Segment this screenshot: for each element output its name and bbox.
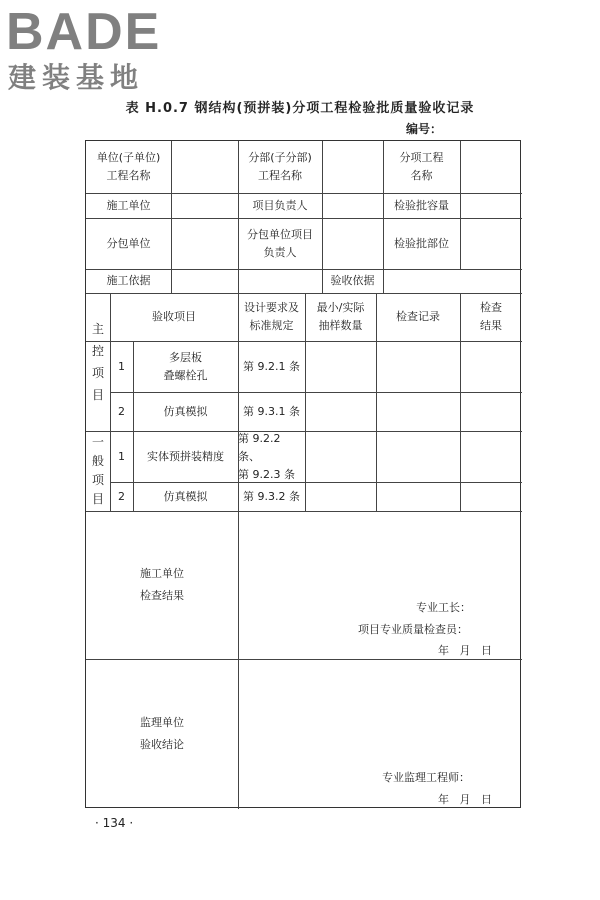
general-item-1-clause: 第 9.2.2 条、 第 9.2.3 条	[238, 431, 295, 481]
main-item-2-sample[interactable]	[305, 392, 376, 431]
sub-leader-label: 分包单位项目 负责人	[247, 227, 313, 259]
main-item-2-number: 2	[118, 404, 125, 418]
construction-unit-value[interactable]	[171, 193, 238, 218]
construction-check-area[interactable]	[238, 511, 522, 659]
column-design-requirement: 设计要求及 标准规定	[244, 301, 299, 332]
main-item-2-name: 仿真模拟	[163, 404, 208, 418]
general-item-1-record[interactable]	[376, 431, 460, 482]
general-item-1-number: 1	[118, 449, 125, 463]
logo-subtitle: 建装基地	[8, 61, 145, 94]
batch-capacity-label: 检验批容量	[394, 198, 449, 212]
main-item-1-number: 1	[118, 359, 125, 373]
general-item-2-number: 2	[118, 489, 125, 503]
construction-check-date: 年 月 日	[438, 644, 492, 657]
general-item-2-result[interactable]	[460, 482, 522, 511]
main-control-items-label: 主 控 项 目	[91, 322, 104, 402]
general-item-2-name: 仿真模拟	[163, 489, 208, 503]
supervision-conclusion-area[interactable]	[238, 659, 522, 809]
column-inspection-record: 检查记录	[396, 310, 440, 323]
page-title: 表 H.0.7 钢结构(预拼装)分项工程检验批质量验收记录	[125, 101, 475, 116]
logo	[6, 4, 181, 96]
main-item-2-result[interactable]	[460, 392, 522, 431]
project-leader-label: 项目负责人	[252, 198, 308, 212]
column-inspection-result: 检查 结果	[480, 301, 502, 332]
construction-basis-label: 施工依据	[106, 274, 151, 287]
main-item-1-clause: 第 9.2.1 条	[243, 359, 300, 373]
quality-inspector-label: 项目专业质量检查员：	[358, 623, 468, 636]
batch-capacity-value[interactable]	[460, 193, 522, 218]
batch-location-value[interactable]	[460, 218, 522, 269]
sub-leader-value[interactable]	[322, 218, 383, 269]
foreman-label: 专业工长：	[416, 601, 471, 614]
general-items-label: 一 般 项 目	[91, 435, 104, 506]
logo-brand: BADE	[6, 3, 162, 61]
main-item-1-name: 多层板 叠螺栓孔	[163, 350, 208, 382]
main-item-1-record[interactable]	[376, 341, 460, 392]
project-leader-value[interactable]	[322, 193, 383, 218]
general-item-2-sample[interactable]	[305, 482, 376, 511]
serial-number-label: 编号：	[406, 122, 443, 136]
main-item-1-sample[interactable]	[305, 341, 376, 392]
general-item-1-result[interactable]	[460, 431, 522, 482]
division-project-name-value[interactable]	[322, 141, 383, 193]
general-item-1-name: 实体预拼装精度	[147, 449, 224, 463]
general-item-1-sample[interactable]	[305, 431, 376, 482]
general-item-2-clause: 第 9.3.2 条	[243, 489, 300, 503]
acceptance-record-table	[85, 140, 521, 808]
column-sample-quantity: 最小/实际 抽样数量	[316, 301, 365, 332]
page-number: · 134 ·	[95, 816, 134, 830]
batch-location-label: 检验批部位	[394, 236, 449, 250]
main-item-2-clause: 第 9.3.1 条	[243, 404, 300, 418]
construction-check-label: 施工单位 检查结果	[140, 567, 184, 602]
division-project-name-label: 分部(子分部) 工程名称	[248, 151, 312, 182]
supervision-date: 年 月 日	[438, 793, 492, 806]
supervising-engineer-label: 专业监理工程师：	[382, 771, 470, 784]
construction-unit-label: 施工单位	[106, 198, 151, 212]
unit-project-name-label: 单位(子单位) 工程名称	[96, 151, 161, 182]
unit-project-name-value[interactable]	[171, 141, 238, 193]
supervision-conclusion-label: 监理单位 验收结论	[140, 716, 184, 751]
subitem-project-name-label: 分项工程 名称	[399, 151, 444, 182]
subcontractor-value[interactable]	[171, 218, 238, 269]
main-item-1-result[interactable]	[460, 341, 522, 392]
general-item-2-record[interactable]	[376, 482, 460, 511]
subcontractor-label: 分包单位	[106, 236, 151, 250]
column-item: 验收项目	[152, 310, 196, 323]
construction-basis-value[interactable]	[171, 269, 322, 293]
acceptance-basis-label: 验收依据	[330, 274, 375, 287]
main-item-2-record[interactable]	[376, 392, 460, 431]
subitem-project-name-value[interactable]	[460, 141, 522, 193]
acceptance-basis-value[interactable]	[383, 269, 522, 293]
